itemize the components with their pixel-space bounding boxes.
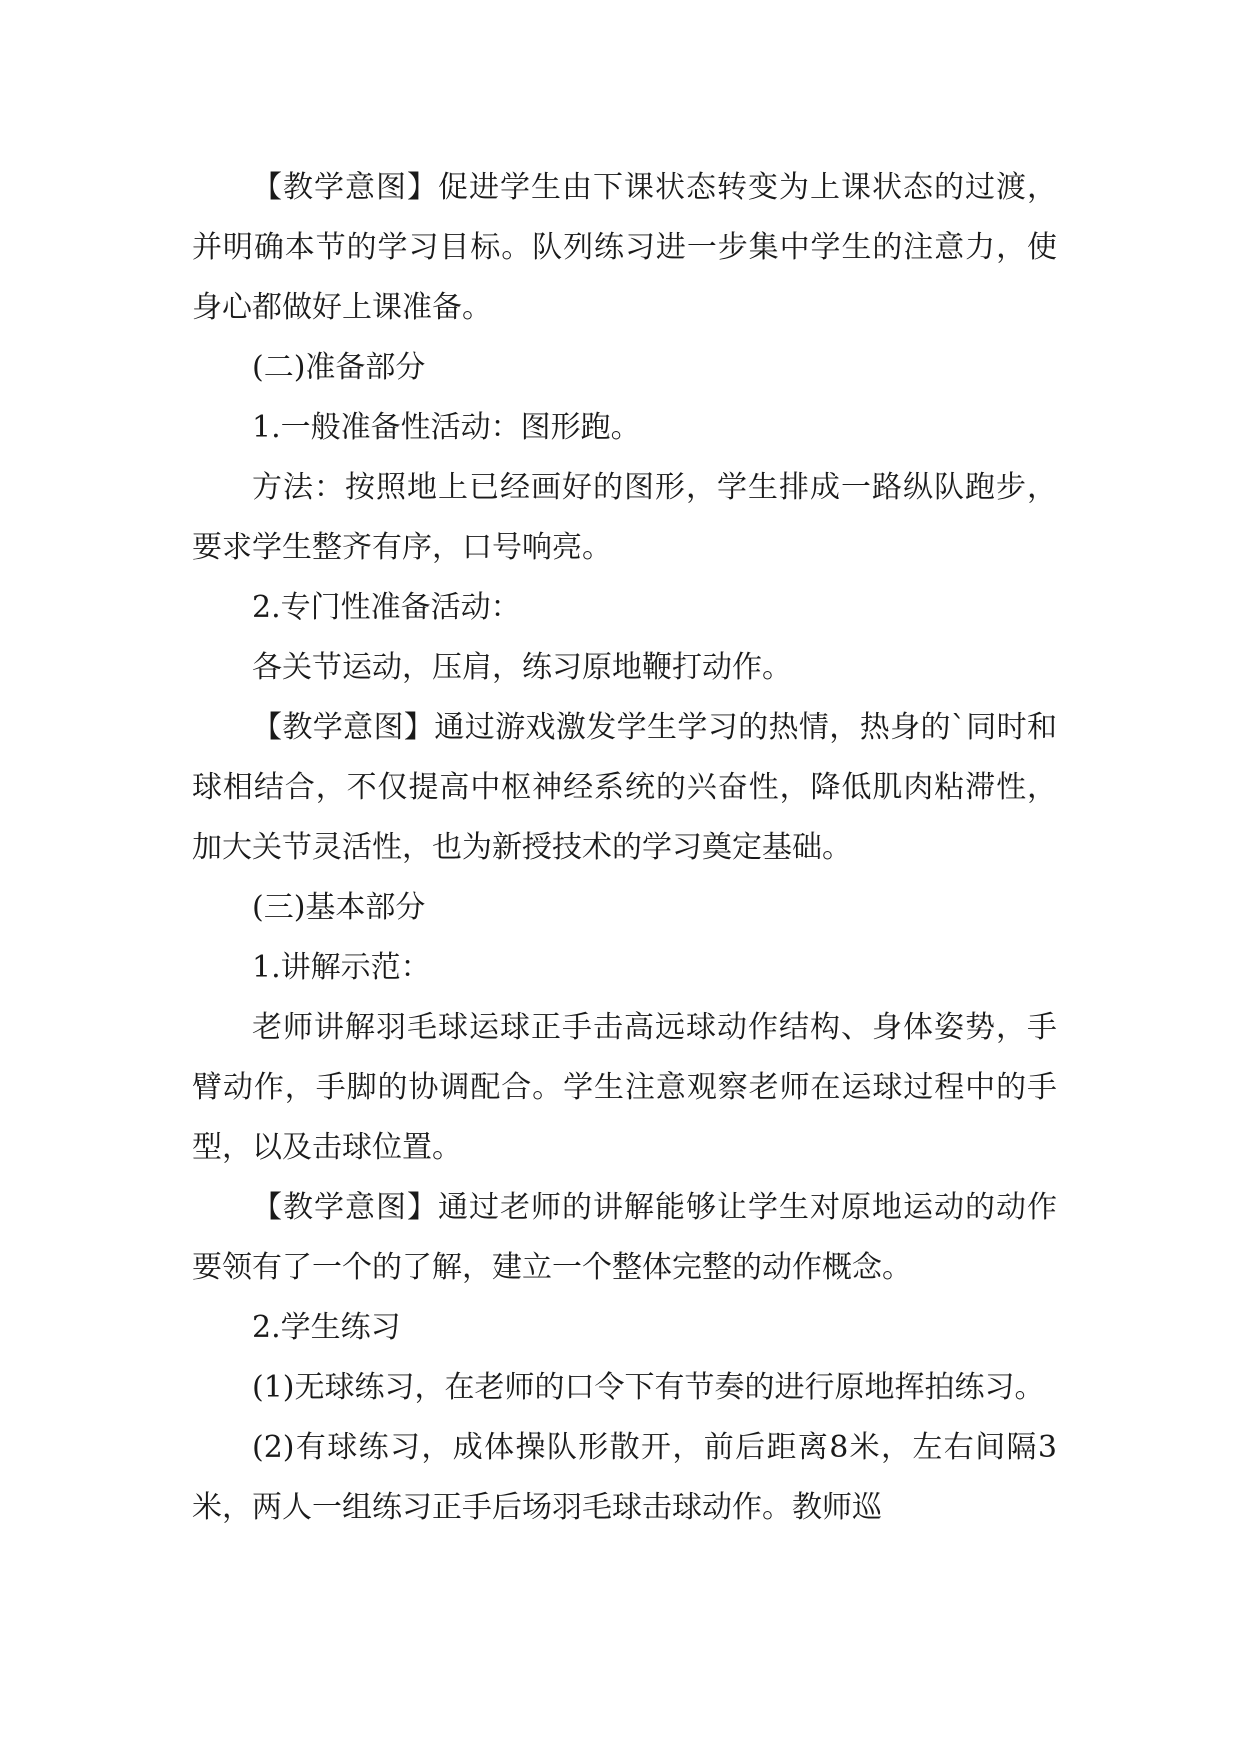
paragraph-teacher-explains: 老师讲解羽毛球运球正手击高远球动作结构、身体姿势，手臂动作，手脚的协调配合。学生注意观察老师在运球过程中的手型，以及击球位置。 xyxy=(192,1010,1057,1165)
document-page xyxy=(192,158,1057,1538)
item-special-warmup: 2.专门性准备活动： xyxy=(252,590,521,625)
paragraph-teaching-intent-1: 【教学意图】促进学生由下课状态转变为上课状态的过渡，并明确本节的学习目标。队列练习进一步集中学生的注意力，使身心都做好上课准备。 xyxy=(192,170,1057,325)
section-heading-basic: (三)基本部分 xyxy=(252,890,426,925)
section-heading-preparation: (二)准备部分 xyxy=(252,350,426,385)
item-student-practice: 2.学生练习 xyxy=(252,1310,401,1345)
item-demonstration: 1.讲解示范： xyxy=(252,950,431,985)
paragraph-joint-exercise: 各关节运动，压肩，练习原地鞭打动作。 xyxy=(252,650,792,685)
item-general-warmup: 1.一般准备性活动：图形跑。 xyxy=(252,410,641,445)
paragraph-teaching-intent-2: 【教学意图】通过游戏激发学生学习的热情，热身的`同时和球相结合，不仅提高中枢神经系统的兴奋性，降低肌肉粘滞性，加大关节灵活性，也为新授技术的学习奠定基础。 xyxy=(192,710,1057,865)
paragraph-teaching-intent-3: 【教学意图】通过老师的讲解能够让学生对原地运动的动作要领有了一个的了解，建立一个整体完整的动作概念。 xyxy=(192,1190,1057,1285)
paragraph-practice-with-ball: (2)有球练习，成体操队形散开，前后距离8米，左右间隔3米，两人一组练习正手后场羽毛球击球动作。教师巡 xyxy=(192,1430,1057,1525)
paragraph-method: 方法：按照地上已经画好的图形，学生排成一路纵队跑步，要求学生整齐有序，口号响亮。 xyxy=(192,470,1057,565)
paragraph-practice-no-ball: (1)无球练习，在老师的口令下有节奏的进行原地挥拍练习。 xyxy=(252,1370,1045,1405)
